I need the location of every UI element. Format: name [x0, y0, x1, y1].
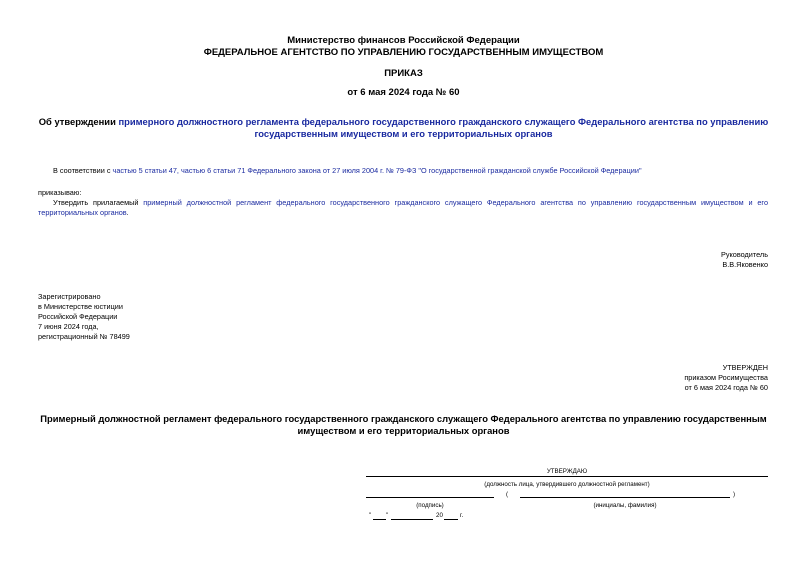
paren-open: ( [506, 491, 509, 498]
regulation-title-cont: имуществом и его территориальных органов [297, 425, 510, 436]
approve-prefix: Утвердить прилагаемый [53, 198, 139, 207]
initials-caption: (инициалы, фамилия) [593, 502, 657, 509]
signature-position: Руководитель [720, 250, 768, 259]
prikazyvayu-text: приказываю: [38, 188, 82, 197]
date-year-prefix: 20 [436, 512, 443, 519]
utverzhdayu-label: УТВЕРЖДАЮ [546, 468, 588, 475]
document-type: ПРИКАЗ [384, 68, 423, 79]
order-title-link[interactable]: примерного должностного регламента федерального государственного гражданского служащего Федерального агентства по управлению [118, 116, 769, 127]
signature-name: В.В.Яковенко [722, 260, 768, 269]
ministry-name: Министерство финансов Российской Федерации [287, 35, 520, 46]
document-date-number: от 6 мая 2024 года № 60 [347, 87, 460, 98]
approve-period: . [126, 208, 129, 217]
date-quote-close: " [386, 512, 389, 519]
registration-line: Зарегистрировано [38, 292, 101, 301]
initials-line [520, 497, 730, 498]
order-title-link-cont[interactable]: государственным имуществом и его территориальных органов [254, 128, 553, 139]
date-g: г. [460, 512, 464, 519]
registration-line: Российской Федерации [38, 312, 118, 321]
position-caption: (должность лица, утвердившего должностной регламент) [484, 481, 650, 488]
signature-line [366, 497, 494, 498]
registration-line: регистрационный № 78499 [38, 332, 130, 341]
basis-law-link[interactable]: частью 5 статьи 47, частью 6 статьи 71 Федерального закона от 27 июля 2004 г. № 79-ФЗ "О государственной гражданской службе Российской Федерации" [112, 166, 642, 175]
date-year-line [444, 519, 458, 520]
basis-prefix: В соответствии с [53, 166, 113, 175]
approve-paragraph-cont [38, 208, 129, 218]
date-month-line [391, 519, 433, 520]
approval-line: УТВЕРЖДЕН [722, 363, 768, 372]
date-day-line [373, 519, 386, 520]
approval-line: от 6 мая 2024 года № 60 [684, 383, 768, 392]
date-quote-open: " [369, 512, 372, 519]
position-line [366, 476, 768, 477]
order-title [0, 116, 807, 128]
registration-line: 7 июня 2024 года, [38, 322, 99, 331]
paren-close: ) [733, 491, 736, 498]
approve-link-cont[interactable]: территориальных органов [38, 208, 127, 217]
approve-paragraph [38, 198, 768, 208]
agency-name: ФЕДЕРАЛЬНОЕ АГЕНТСТВО ПО УПРАВЛЕНИЮ ГОСУДАРСТВЕННЫМ ИМУЩЕСТВОМ [203, 47, 604, 58]
registration-block [38, 292, 130, 342]
regulation-title: Примерный должностной регламент федерального государственного гражданского служащего Федерального агентства по управлению государственным [40, 413, 767, 424]
approve-link[interactable]: примерный должностной регламент федерального государственного гражданского служащего Федерального агентства по управлению государственным имуществом и его [143, 198, 768, 207]
approval-line: приказом Росимущества [684, 373, 768, 382]
signature-caption: (подпись) [416, 502, 444, 509]
basis-paragraph [53, 166, 642, 176]
approval-block [684, 363, 768, 393]
registration-line: в Министерстве юстиции [38, 302, 123, 311]
order-title-prefix: Об утверждении [38, 116, 119, 127]
